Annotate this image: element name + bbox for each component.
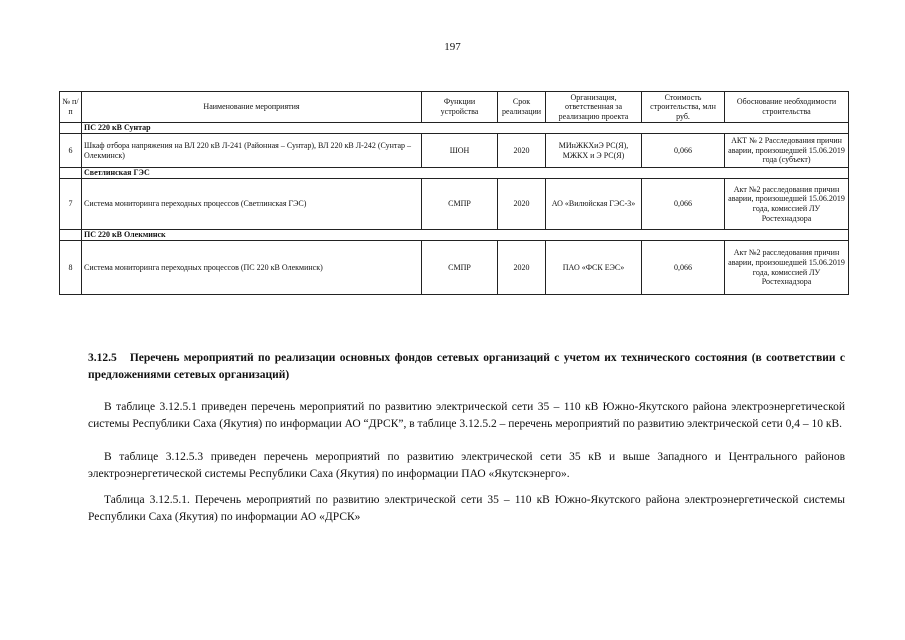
table-row [60, 134, 849, 168]
cell-num: 6 [60, 134, 82, 168]
cell-term: 2020 [498, 179, 546, 230]
cell-org: ПАО «ФСК ЕЭС» [546, 241, 642, 295]
cell-num: 7 [60, 179, 82, 230]
paragraph: В таблице 3.12.5.1 приведен перечень мероприятий по развитию электрической сети 35 – 110 кВ Южно-Якутского района электроэнергетической системы Республики Саха (Якутия) по информации АО “ДРСК”, в таблице 3.12.5.2 – перечень мероприятий по развитию электрической сети 0,4 – 10 кВ. [88, 401, 845, 430]
section-number: 3.12.5 [88, 352, 117, 364]
section-title: Перечень мероприятий по реализации основных фондов сетевых организаций с учетом их технического состояния (в соответствии с предложениями сетевых организаций) [88, 352, 846, 381]
table-caption: Таблица 3.12.5.1. Перечень мероприятий по развитию электрической сети 35 – 110 кВ Южно-Якутского района электроэнергетической системы Республики Саха (Якутия) по информации АО «ДРСК» [88, 494, 845, 523]
group-row [60, 168, 849, 179]
header-basis: Обоснование необходимости строительства [725, 92, 849, 123]
cell-name: Система мониторинга переходных процессов (Светлинская ГЭС) [82, 179, 422, 230]
group-title: Светлинская ГЭС [82, 168, 849, 179]
cell-org: МИнЖКХиЭ РС(Я), МЖКХ и Э РС(Я) [546, 134, 642, 168]
header-org: Организация, ответственная за реализацию проекта [546, 92, 642, 123]
cell-cost: 0,066 [642, 134, 725, 168]
cell-name: Система мониторинга переходных процессов (ПС 220 кВ Олекминск) [82, 241, 422, 295]
cell-term: 2020 [498, 134, 546, 168]
header-num: № п/п [60, 92, 82, 123]
header-cost: Стоимость строительства, млн руб. [642, 92, 725, 123]
measures-table [59, 91, 849, 295]
cell-basis: Акт №2 расследования причин аварии, произошедшей 15.06.2019 года, комиссией ЛУ Ростехнадзора [725, 179, 849, 230]
cell-term: 2020 [498, 241, 546, 295]
cell-cost: 0,066 [642, 179, 725, 230]
page-number: 197 [444, 41, 461, 53]
cell-function: ШОН [422, 134, 498, 168]
table-row [60, 179, 849, 230]
header-term: Срок реализации [498, 92, 546, 123]
group-spacer [60, 168, 82, 179]
cell-num: 8 [60, 241, 82, 295]
cell-basis: Акт №2 расследования причин аварии, произошедшей 15.06.2019 года, комиссией ЛУ Ростехнадзора [725, 241, 849, 295]
cell-basis: АКТ № 2 Расследования причин аварии, произошедшей 15.06.2019 года (субъект) [725, 134, 849, 168]
table-row [60, 241, 849, 295]
cell-org: АО «Вилюйская ГЭС-3» [546, 179, 642, 230]
group-row [60, 123, 849, 134]
group-spacer [60, 230, 82, 241]
group-row [60, 230, 849, 241]
table-header-row [60, 92, 849, 123]
cell-function: СМПР [422, 241, 498, 295]
cell-name: Шкаф отбора напряжения на ВЛ 220 кВ Л-241 (Районная – Сунтар), ВЛ 220 кВ Л-242 (Сунтар – Олекминск) [82, 134, 422, 168]
cell-cost: 0,066 [642, 241, 725, 295]
section-heading [88, 350, 845, 383]
cell-function: СМПР [422, 179, 498, 230]
group-title: ПС 220 кВ Олекминск [82, 230, 849, 241]
paragraph: В таблице 3.12.5.3 приведен перечень мероприятий по развитию электрической сети 35 кВ и выше Западного и Центрального районов электроэнергетической системы Республики Саха (Якутия) по информации ПАО «Якутскэнерго». [88, 451, 845, 480]
group-title: ПС 220 кВ Сунтар [82, 123, 849, 134]
header-function: Функции устройства [422, 92, 498, 123]
header-name: Наименование мероприятия [82, 92, 422, 123]
group-spacer [60, 123, 82, 134]
